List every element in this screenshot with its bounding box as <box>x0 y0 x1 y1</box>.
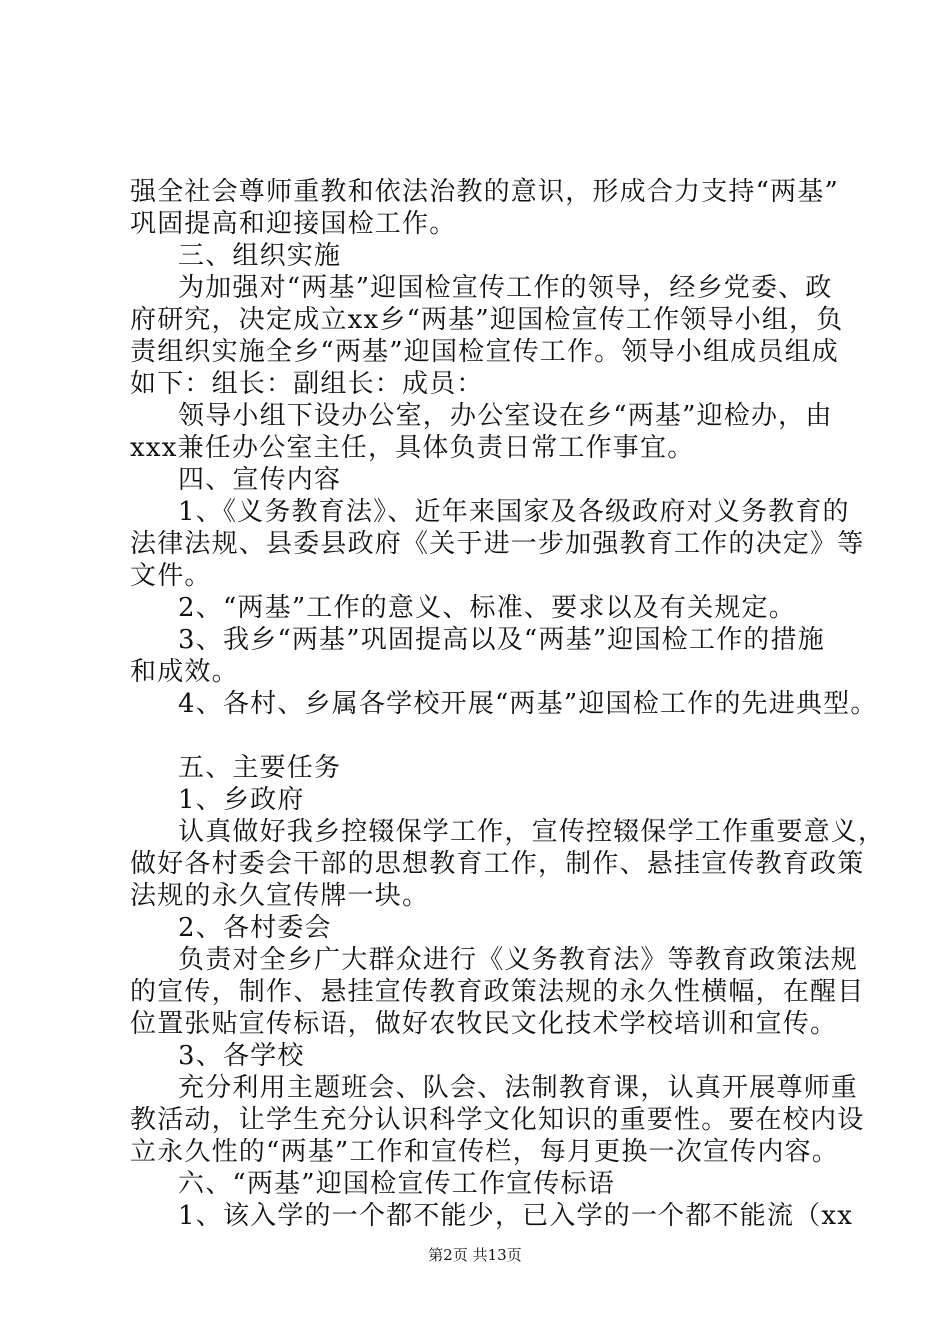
text-line: 文件。 <box>130 561 212 591</box>
text-line: 如下：组长：副组长：成员： <box>130 369 484 399</box>
text-line: 立永久性的“两基”工作和宣传栏，每月更换一次宣传内容。 <box>130 1137 839 1167</box>
text-line: 的宣传，制作、悬挂宣传教育政策法规的永久性横幅，在醒目 <box>130 977 865 1007</box>
text-line: 巩固提高和迎接国检工作。 <box>130 209 457 239</box>
subsection-heading: 1、乡政府 <box>178 785 305 815</box>
text-line: 1、《义务教育法》、近年来国家及各级政府对义务教育的 <box>178 497 850 527</box>
text-line: 1、该入学的一个都不能少，已入学的一个都不能流（xx <box>178 1201 854 1231</box>
text-line: 3、我乡“两基”巩固提高以及“两基”迎国检工作的措施 <box>178 625 825 655</box>
text-line: 4、各村、乡属各学校开展“两基”迎国检工作的先进典型。 <box>178 689 878 719</box>
text-line: 领导小组下设办公室，办公室设在乡“两基”迎检办，由 <box>178 401 833 431</box>
text-line: 充分利用主题班会、队会、法制教育课，认真开展尊师重 <box>178 1073 859 1103</box>
text-line: 强全社会尊师重教和依法治教的意识，形成合力支持“两基” <box>130 177 839 207</box>
text-line: 为加强对“两基”迎国检宣传工作的领导，经乡党委、政 <box>178 273 833 303</box>
section-heading: 五、主要任务 <box>178 753 342 783</box>
text-line: 认真做好我乡控辍保学工作，宣传控辍保学工作重要意义， <box>178 817 886 847</box>
subsection-heading: 2、各村委会 <box>178 913 332 943</box>
text-line: 法规的永久宣传牌一块。 <box>130 881 430 911</box>
text-line: 教活动，让学生充分认识科学文化知识的重要性。要在校内设 <box>130 1105 865 1135</box>
text-line: 负责对全乡广大群众进行《义务教育法》等教育政策法规 <box>178 945 859 975</box>
text-line: 2、“两基”工作的意义、标准、要求以及有关规定。 <box>178 593 796 623</box>
text-line: 府研究，决定成立xx乡“两基”迎国检宣传工作领导小组，负 <box>130 305 844 335</box>
page-number-footer: 第2页 共13页 <box>428 1246 522 1264</box>
section-heading: 六、“两基”迎国检宣传工作宣传标语 <box>178 1169 615 1199</box>
section-heading: 三、组织实施 <box>178 241 342 271</box>
text-line: 做好各村委会干部的思想教育工作，制作、悬挂宣传教育政策 <box>130 849 865 879</box>
text-line: 责组织实施全乡“两基”迎国检宣传工作。领导小组成员组成 <box>130 337 839 367</box>
subsection-heading: 3、各学校 <box>178 1041 305 1071</box>
text-line: 位置张贴宣传标语，做好农牧民文化技术学校培训和宣传。 <box>130 1009 838 1039</box>
text-line: 和成效。 <box>130 657 239 687</box>
section-heading: 四、宣传内容 <box>178 465 342 495</box>
text-line: 法律法规、县委县政府《关于进一步加强教育工作的决定》等 <box>130 529 865 559</box>
text-line: xxx兼任办公室主任，具体负责日常工作事宜。 <box>130 433 695 463</box>
